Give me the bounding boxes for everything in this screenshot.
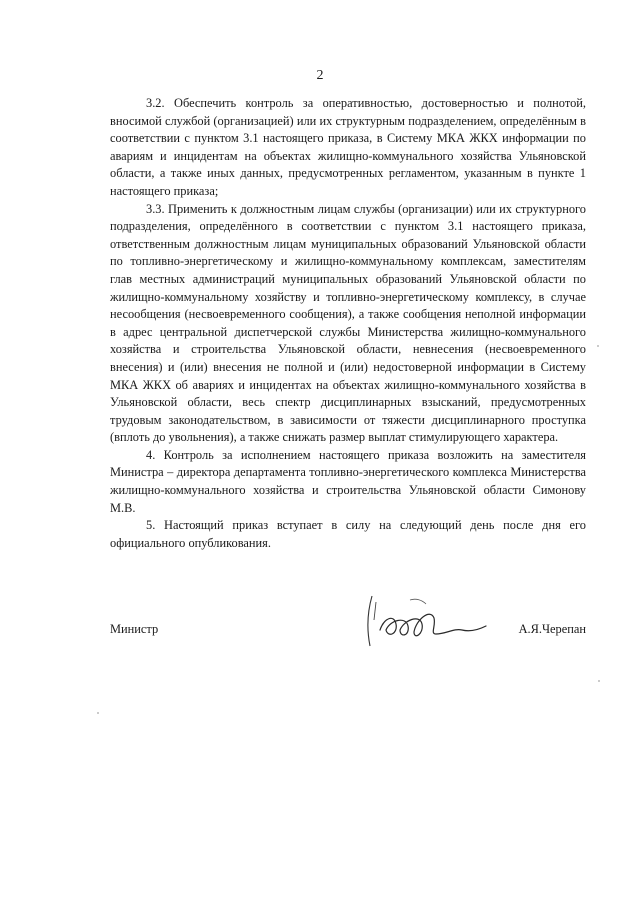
signatory-name: А.Я.Черепан (518, 622, 586, 636)
page-number: 2 (316, 68, 324, 83)
paragraph-3-3: 3.3. Применить к должностным лицам службы (организации) или их структурного подразделения, определённого в соответствии с пунктом 3.1 настоящего приказа, ответственным должностным лицам муниципальных образований Ульяновской области по топливно-энергетическому и жилищно-коммунальному комплексам, заместителям глав местных администраций муниципальных образований Ульяновской области по жилищно-коммунальному хозяйству и топливно-энергетическому комплексу, в случае несообщения (несвоевременного сообщения), а также сообщения неполной информации в адрес центральной диспетчерской службы Министерства жилищно-коммунального хозяйства и строительства Ульяновской области, невнесения (несвоевременного внесения) и (или) внесения не полной и (или) недостоверной информации в Систему МКА ЖКХ об авариях и инцидентах на объектах жилищно-коммунального хозяйства в Ульяновской области, весь спектр дисциплинарных взысканий, предусмотренных трудовым законодательством, в зависимости от тяжести дисциплинарного проступка (вплоть до увольнения), а также снижать размер выплат стимулирующего характера. (110, 201, 586, 445)
signatory-title: Министр (110, 622, 159, 636)
document-body (110, 95, 586, 552)
paragraph-5: 5. Настоящий приказ вступает в силу на следующий день после дня его официального опубликования. (110, 518, 586, 550)
paragraph-4: 4. Контроль за исполнением настоящего приказа возложить на заместителя Министра – директора департамента топливно-энергетического комплекса Министерства жилищно-коммунального хозяйства и строительства Ульяновской области Симонову М.В. (110, 447, 586, 515)
paragraph-3-2: 3.2. Обеспечить контроль за оперативностью, достоверностью и полнотой, вносимой службой (организацией) или их структурным подразделением, определённым в соответствии с пунктом 3.1 настоящего приказа, в Систему МКА ЖКХ информации по авариям и инцидентам на объектах жилищно-коммунального хозяйства Ульяновской области, а также иных данных, предусмотренных регламентом, указанным в пункте 1 настоящего приказа; (110, 96, 586, 198)
signature-block (110, 622, 586, 652)
scan-speck (598, 680, 600, 682)
scan-speck (597, 345, 599, 347)
scan-speck (97, 712, 99, 714)
handwritten-signature (350, 590, 510, 654)
